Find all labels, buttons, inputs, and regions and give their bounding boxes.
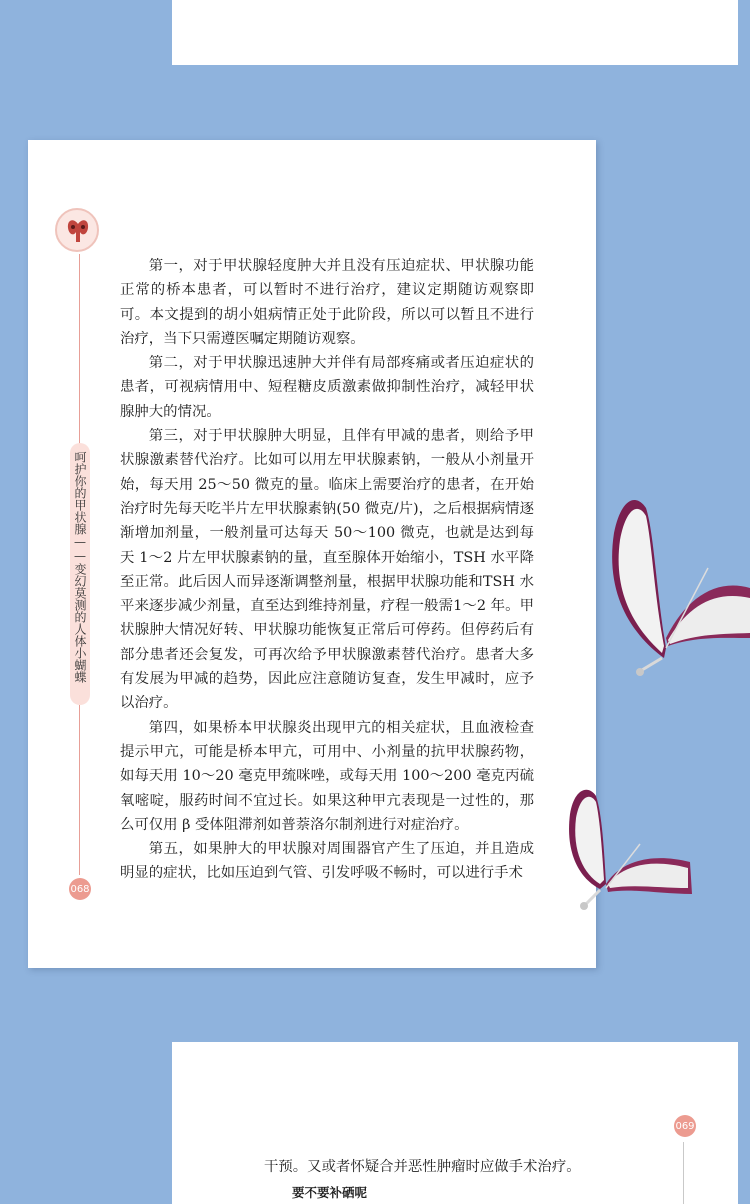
previous-page-fragment [172, 0, 738, 65]
sidebar-line-lower [79, 705, 80, 875]
page-number-left: 068 [69, 878, 91, 900]
butterfly-icon [560, 784, 700, 914]
book-page-left [28, 140, 596, 968]
thyroid-logo-icon [55, 208, 99, 252]
page-number-right: 069 [674, 1115, 696, 1137]
book-page-right [172, 1042, 738, 1204]
paragraph-3: 第三，对于甲状腺肿大明显，且伴有甲减的患者，则给予甲状腺激素替代治疗。比如可以用左甲状腺素钠，一般从小剂量开始，每天用 25～50 微克的量。临床上需要治疗的患者，在开始治疗时先每天吃半片左甲状腺素钠(50 微克/片)，之后根据病情逐渐增加剂量，一般剂量可达每天 50～100 微克，也就是达到每天 1～2 片左甲状腺素钠的量，直至腺体开始缩小，TSH 水平降至正常。此后因人而异逐渐调整剂量，根据甲状腺功能和TSH 水平来逐步减少剂量，直至达到维持剂量，疗程一般需1～2 年。甲状腺肿大情况好转、甲状腺功能恢复正常后可停药。但停药后有部分患者还会复发，可再次给予甲状腺激素替代治疗。患者大多有发展为甲减的趋势，因此应注意随访复查，发生甲减时，应予以治疗。 [120, 428, 534, 712]
paragraph-1: 第一，对于甲状腺轻度肿大并且没有压迫症状、甲状腺功能正常的桥本患者，可以暂时不进行治疗，建议定期随访观察即可。本文提到的胡小姐病情正处于此阶段，所以可以暂且不进行治疗，当下只需遵医嘱定期随访观察。 [120, 258, 534, 347]
continued-text: 干预。又或者怀疑合并恶性肿瘤时应做手术治疗。 [264, 1159, 581, 1175]
book-title-vertical: 呵护你的甲状腺——变幻莫测的人体小蝴蝶 [70, 443, 90, 705]
paragraph-2: 第二，对于甲状腺迅速肿大并伴有局部疼痛或者压迫症状的患者，可视病情用中、短程糖皮质激素做抑制性治疗，减轻甲状腺肿大的情况。 [120, 355, 534, 420]
paragraph-5: 第五，如果肿大的甲状腺对周围器官产生了压迫，并且造成明显的症状，比如压迫到气管、引发呼吸不畅时，可以进行手术 [120, 841, 534, 882]
paragraph-4: 第四，如果桥本甲状腺炎出现甲亢的相关症状，且血液检查提示甲亢，可能是桥本甲亢，可用中、小剂量的抗甲状腺药物，如每天用 10～20 毫克甲巯咪唑，或每天用 100～200 毫克丙硫氧嘧啶，服药时间不宜过长。如果这种甲亢表现是一过性的，那么可仅用 β 受体阻滞剂如普萘洛尔制剂进行对症治疗。 [120, 719, 534, 833]
sidebar-line-upper [79, 254, 80, 444]
main-text [120, 254, 534, 886]
sidebar-line-right [683, 1142, 684, 1204]
butterfly-icon [596, 488, 750, 688]
section-heading: 要不要补硒呢 [292, 1185, 368, 1200]
